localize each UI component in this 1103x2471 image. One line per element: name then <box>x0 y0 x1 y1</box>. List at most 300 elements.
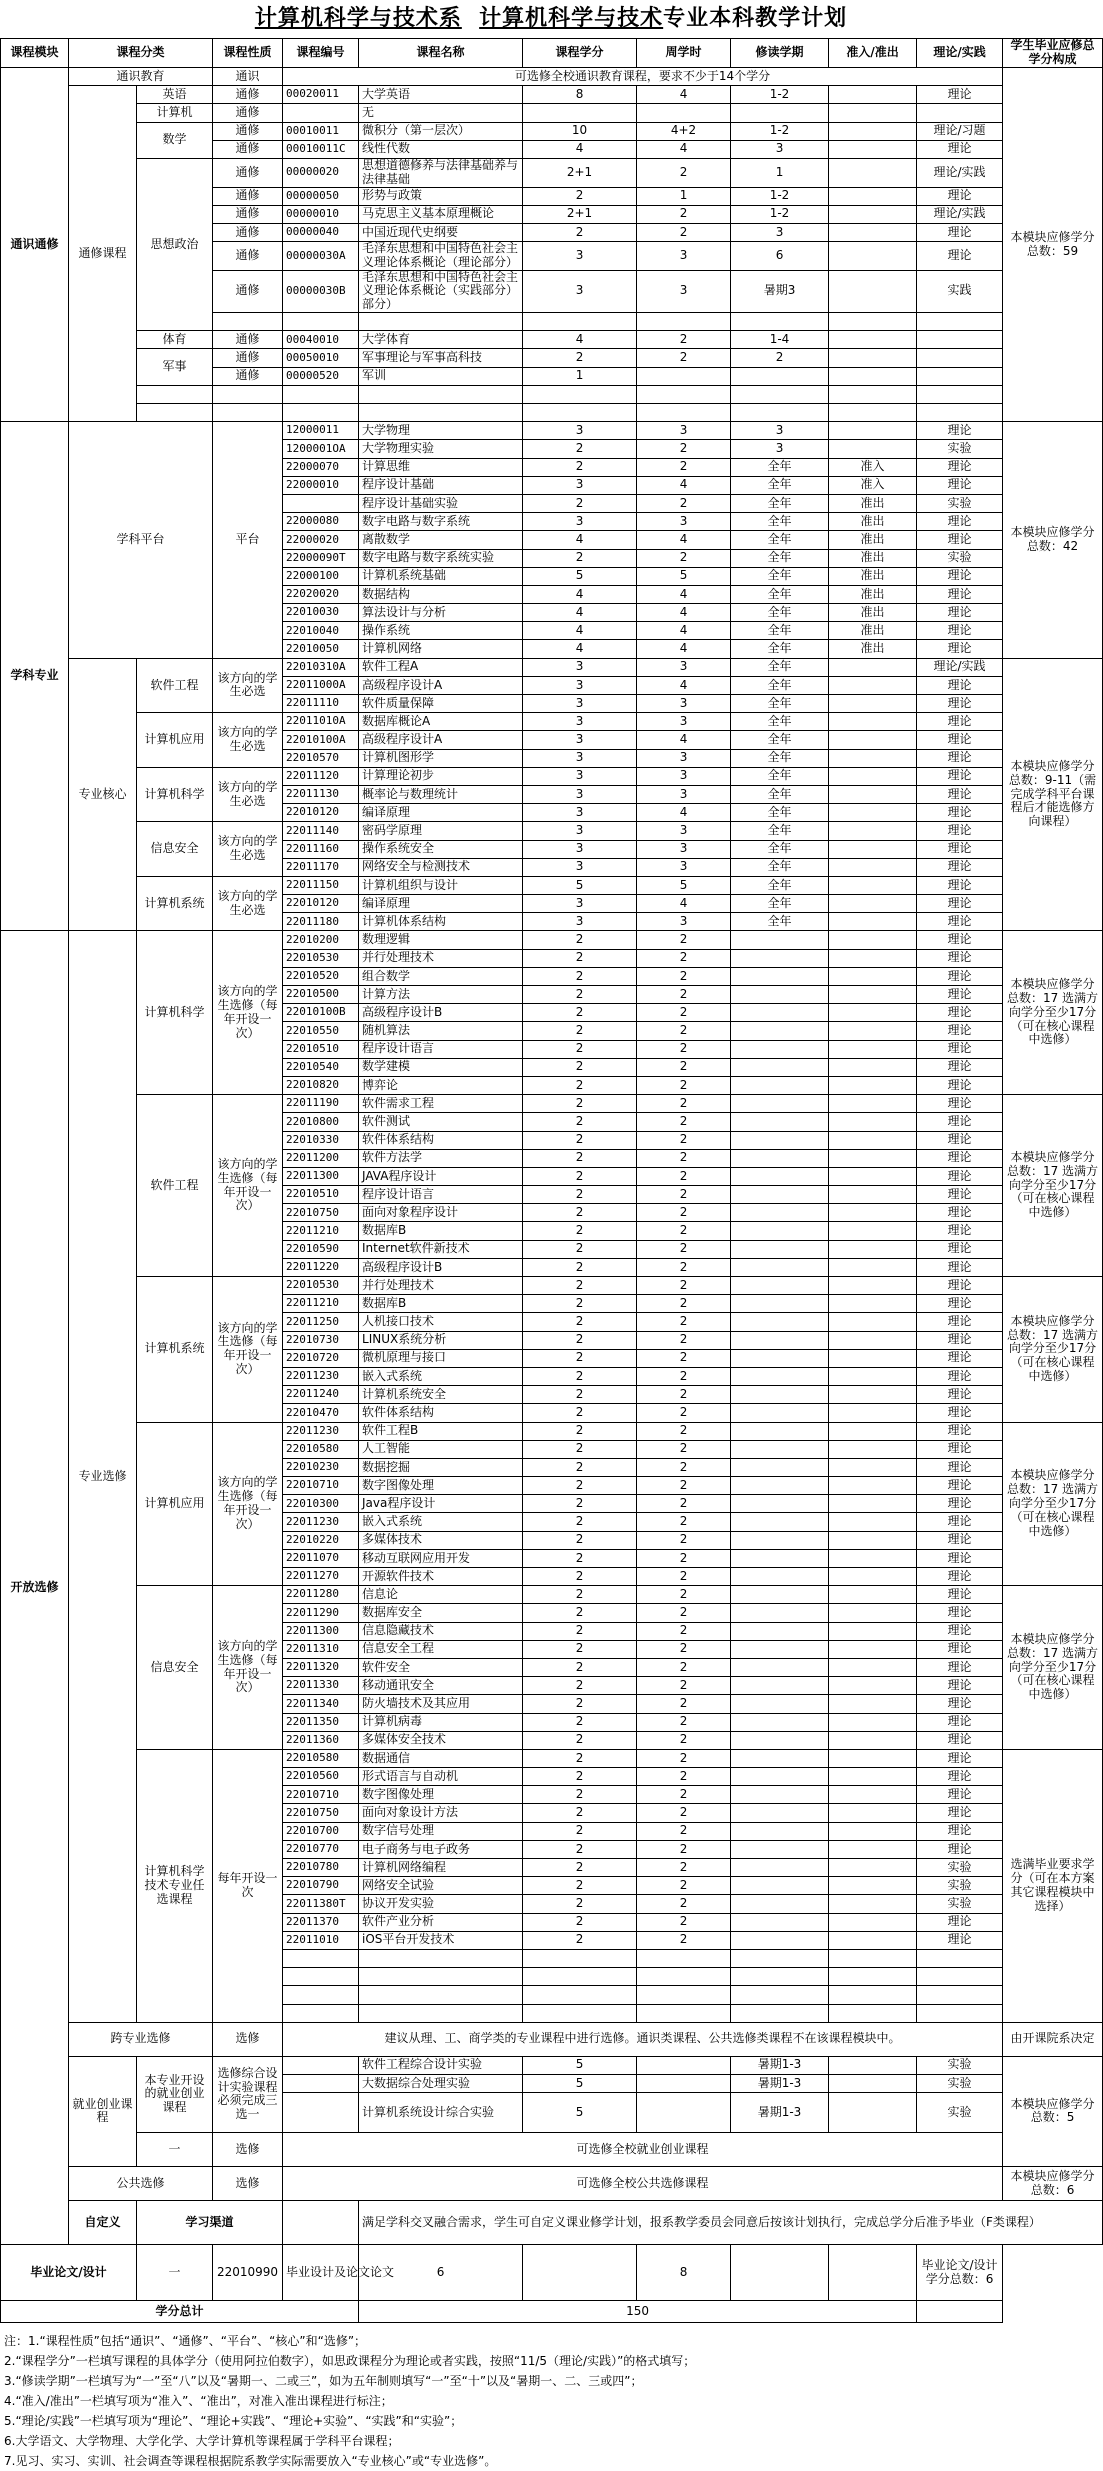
table-cell: 22011070 <box>283 1549 359 1567</box>
table-cell: 2 <box>523 1386 637 1404</box>
table-cell: 2 <box>523 949 637 967</box>
table-cell: 2 <box>637 1240 731 1258</box>
table-cell: 22010750 <box>283 1804 359 1822</box>
table-cell: 2 <box>637 1167 731 1185</box>
table-cell: 理论 <box>917 1240 1003 1258</box>
table-cell: 理论 <box>917 531 1003 549</box>
table-cell: 通识通修 <box>1 68 69 422</box>
table-cell: 本模块应修学分总数：9-11（需完成学科平台课程后才能选修方向课程） <box>1003 658 1103 931</box>
table-cell: 理论 <box>917 1222 1003 1240</box>
table-cell: 理论 <box>917 1295 1003 1313</box>
table-cell: 面向对象程序设计 <box>359 1204 523 1222</box>
table-cell: 00010011 <box>283 122 359 140</box>
table-cell: 2 <box>523 986 637 1004</box>
table-cell <box>829 1840 917 1858</box>
table-cell: 4 <box>637 140 731 158</box>
table-cell: 2 <box>637 1568 731 1586</box>
table-cell: 全年 <box>731 785 829 803</box>
table-cell: 全年 <box>731 731 829 749</box>
table-cell <box>523 313 637 331</box>
table-cell: 2 <box>523 1549 637 1567</box>
table-cell: 3 <box>523 676 637 694</box>
table-cell: LINUX系统分析 <box>359 1331 523 1349</box>
table-cell: 编译原理 <box>359 895 523 913</box>
table-cell <box>917 385 1003 403</box>
table-cell <box>731 1731 829 1749</box>
table-cell: 2 <box>637 1495 731 1513</box>
table-cell: 理论 <box>917 858 1003 876</box>
table-cell: 理论 <box>917 1749 1003 1767</box>
table-cell: 2 <box>637 1840 731 1858</box>
table-cell: 2 <box>523 1786 637 1804</box>
table-cell: 8 <box>637 2245 731 2301</box>
header-semester: 修读学期 <box>731 39 829 68</box>
table-cell: 概率论与数理统计 <box>359 785 523 803</box>
table-cell: 3 <box>523 767 637 785</box>
table-cell: 理论 <box>917 695 1003 713</box>
table-cell: 计算机系统安全 <box>359 1386 523 1404</box>
table-cell: 数据结构 <box>359 585 523 603</box>
header-category: 课程分类 <box>69 39 213 68</box>
table-cell: 全年 <box>731 476 829 494</box>
table-cell: 中国近现代史纲要 <box>359 223 523 241</box>
table-cell <box>283 404 359 422</box>
table-cell <box>829 949 917 967</box>
table-cell: 2 <box>637 1859 731 1877</box>
table-cell: 无 <box>359 104 523 122</box>
table-cell <box>829 1331 917 1349</box>
table-cell: 3 <box>523 713 637 731</box>
table-row <box>1 2167 1103 2201</box>
table-cell <box>829 967 917 985</box>
table-cell <box>731 2004 829 2022</box>
header-code: 课程编号 <box>283 39 359 68</box>
table-cell: 软件工程A <box>359 658 523 676</box>
table-cell: 2 <box>523 1859 637 1877</box>
table-cell: 2 <box>637 1768 731 1786</box>
table-cell: 22011010A <box>283 713 359 731</box>
table-cell: 思想政治 <box>137 158 213 330</box>
table-cell: 开放选修 <box>1 931 69 2245</box>
table-cell: 理论/实践 <box>917 205 1003 223</box>
table-cell: 全年 <box>731 658 829 676</box>
table-cell: 2 <box>637 967 731 985</box>
table-cell: 本模块应修学分总数：6 <box>1003 2167 1103 2201</box>
table-cell: 150 <box>359 2301 917 2323</box>
table-cell: 2 <box>637 494 731 512</box>
table-cell <box>829 1040 917 1058</box>
table-cell: 计算机图形学 <box>359 749 523 767</box>
table-cell: 22010120 <box>283 895 359 913</box>
table-cell: 5 <box>523 567 637 585</box>
table-row <box>1 713 1103 731</box>
table-cell: 2 <box>523 1186 637 1204</box>
table-cell: 理论 <box>917 1840 1003 1858</box>
table-cell: 软件方法学 <box>359 1149 523 1167</box>
table-cell <box>731 1531 829 1549</box>
table-cell: 2+1 <box>523 158 637 187</box>
table-cell: 数据通信 <box>359 1749 523 1767</box>
table-cell: 4 <box>637 622 731 640</box>
table-cell: 3 <box>637 822 731 840</box>
table-cell <box>731 1022 829 1040</box>
table-cell: 计算机网络编程 <box>359 1859 523 1877</box>
table-cell: 理论 <box>917 1095 1003 1113</box>
table-cell: 2 <box>523 1022 637 1040</box>
table-cell <box>917 1968 1003 1986</box>
table-cell: 可选修全校公共选修课程 <box>283 2167 1003 2201</box>
table-cell: 22010560 <box>283 1768 359 1786</box>
table-cell: 2 <box>637 1458 731 1476</box>
table-cell: 准出 <box>829 549 917 567</box>
note-line: 注：1.“课程性质”包括“通识”、“通修”、“平台”、“核心”和“选修”； <box>4 2334 367 2348</box>
table-cell: 2 <box>637 1586 731 1604</box>
table-cell: 全年 <box>731 767 829 785</box>
table-cell <box>137 385 213 403</box>
table-cell: 22010800 <box>283 1113 359 1131</box>
table-cell: 网络安全试验 <box>359 1877 523 1895</box>
table-cell: 通修 <box>213 331 283 349</box>
table-cell: 3 <box>731 440 829 458</box>
table-cell: 22011310 <box>283 1640 359 1658</box>
table-cell: 多媒体技术 <box>359 1531 523 1549</box>
table-cell: 选修综合设计实验课程必须完成三选一 <box>213 2056 283 2132</box>
table-cell <box>829 1386 917 1404</box>
table-cell <box>731 1768 829 1786</box>
table-cell <box>829 767 917 785</box>
table-cell <box>731 1804 829 1822</box>
table-cell: 2 <box>523 1222 637 1240</box>
table-cell: 3 <box>637 713 731 731</box>
table-cell: 计算机系统 <box>137 1277 213 1423</box>
table-cell: 00050010 <box>283 349 359 367</box>
table-cell <box>523 1949 637 1967</box>
table-cell <box>731 1313 829 1331</box>
table-cell <box>829 1622 917 1640</box>
table-cell: 军事理论与军事高科技 <box>359 349 523 367</box>
table-cell <box>829 385 917 403</box>
table-cell: 数据挖掘 <box>359 1458 523 1476</box>
table-cell: 1 <box>731 158 829 187</box>
table-cell: 通修 <box>213 270 283 312</box>
table-cell: 理论 <box>917 1167 1003 1185</box>
table-cell: 自定义 <box>69 2201 137 2245</box>
table-cell <box>637 1968 731 1986</box>
table-cell <box>829 1458 917 1476</box>
table-cell: 全年 <box>731 676 829 694</box>
table-cell: 每年开设一次 <box>213 1749 283 2022</box>
table-cell: 4 <box>637 86 731 104</box>
table-cell: 00000050 <box>283 187 359 205</box>
table-cell: 理论 <box>917 931 1003 949</box>
table-cell: 2 <box>523 1095 637 1113</box>
table-cell: 高级程序设计A <box>359 676 523 694</box>
table-cell: 2 <box>637 1058 731 1076</box>
table-cell: 该方向的学生选修（每年开设一次） <box>213 1422 283 1586</box>
table-cell: 2 <box>523 458 637 476</box>
table-cell: 暑期1-3 <box>731 2056 829 2074</box>
table-cell: 22011320 <box>283 1658 359 1676</box>
table-cell: 数学 <box>137 122 213 158</box>
table-cell: 3 <box>731 223 829 241</box>
table-cell <box>829 1658 917 1676</box>
table-cell: 通修 <box>213 367 283 385</box>
table-cell: 全年 <box>731 858 829 876</box>
table-cell: 3 <box>637 858 731 876</box>
table-cell: 2 <box>523 1477 637 1495</box>
table-cell: 4 <box>523 622 637 640</box>
table-row <box>1 158 1103 187</box>
table-cell <box>523 104 637 122</box>
table-cell: 4 <box>637 640 731 658</box>
table-cell <box>829 1004 917 1022</box>
table-cell <box>283 104 359 122</box>
table-cell: 2 <box>523 1204 637 1222</box>
table-cell <box>731 1840 829 1858</box>
table-cell: 2+1 <box>523 205 637 223</box>
table-cell: 2 <box>523 967 637 985</box>
table-cell <box>523 1986 637 2004</box>
table-cell: 实验 <box>917 2074 1003 2092</box>
table-cell: 数据库B <box>359 1295 523 1313</box>
table-cell: 2 <box>523 1804 637 1822</box>
table-cell: 2 <box>637 1713 731 1731</box>
table-cell <box>359 1968 523 1986</box>
table-cell: 3 <box>637 513 731 531</box>
table-cell: 22011110 <box>283 695 359 713</box>
table-cell: 实验 <box>917 494 1003 512</box>
table-cell <box>731 1095 829 1113</box>
table-cell: 开源软件技术 <box>359 1568 523 1586</box>
table-cell <box>829 158 917 187</box>
table-cell <box>213 385 283 403</box>
table-cell: 理论 <box>917 585 1003 603</box>
table-cell <box>637 2004 731 2022</box>
table-cell: 22011380T <box>283 1895 359 1913</box>
table-cell: 2 <box>637 1404 731 1422</box>
table-cell: 高级程序设计A <box>359 731 523 749</box>
table-cell: 理论 <box>917 1058 1003 1076</box>
table-cell: 该方向的学生必选 <box>213 713 283 768</box>
table-cell <box>283 1986 359 2004</box>
table-cell: 理论 <box>917 713 1003 731</box>
table-cell: 思想道德修养与法律基础养与法律基础 <box>359 158 523 187</box>
table-cell: 22010300 <box>283 1495 359 1513</box>
table-cell: 4 <box>523 331 637 349</box>
table-cell: 准出 <box>829 585 917 603</box>
table-cell <box>829 1568 917 1586</box>
table-cell: 由开课院系决定 <box>1003 2022 1103 2056</box>
table-cell: 22000020 <box>283 531 359 549</box>
table-cell <box>829 2245 917 2301</box>
table-cell <box>637 1949 731 1967</box>
table-cell: 00010011C <box>283 140 359 158</box>
table-cell: 通修 <box>213 158 283 187</box>
table-cell: 密码学原理 <box>359 822 523 840</box>
table-cell: 理论 <box>917 1204 1003 1222</box>
table-cell: 全年 <box>731 749 829 767</box>
table-cell: 计算机科学 <box>137 931 213 1095</box>
table-cell <box>829 440 917 458</box>
table-cell: 2 <box>523 1404 637 1422</box>
table-cell: 22011000A <box>283 676 359 694</box>
table-cell: 22010820 <box>283 1076 359 1094</box>
table-cell: 1-2 <box>731 187 829 205</box>
table-cell: 6 <box>359 2245 523 2301</box>
table-cell: 4 <box>637 731 731 749</box>
table-cell: 22011150 <box>283 876 359 894</box>
table-cell: 22011210 <box>283 1295 359 1313</box>
table-cell: 2 <box>523 1131 637 1149</box>
table-cell: 理论/实践 <box>917 658 1003 676</box>
table-cell: 毛泽东思想和中国特色社会主义理论体系概论（实践部分）部分） <box>359 270 523 312</box>
page-title <box>0 0 1102 38</box>
table-cell: 软件工程综合设计实验 <box>359 2056 523 2074</box>
table-cell: 2 <box>637 1004 731 1022</box>
table-cell: 2 <box>637 1277 731 1295</box>
table-cell: 协议开发实验 <box>359 1895 523 1913</box>
table-cell <box>731 1949 829 1967</box>
table-cell: 计算机应用 <box>137 1422 213 1586</box>
table-cell: 2 <box>637 1331 731 1349</box>
table-cell: 2 <box>637 1549 731 1567</box>
table-cell <box>283 1949 359 1967</box>
table-cell: 3 <box>637 422 731 440</box>
table-cell: 理论 <box>917 1277 1003 1295</box>
table-cell: 3 <box>523 858 637 876</box>
table-cell: 2 <box>637 1186 731 1204</box>
table-cell: 2 <box>637 1804 731 1822</box>
table-cell <box>829 2004 917 2022</box>
table-cell: 大学物理 <box>359 422 523 440</box>
table-cell: 4 <box>637 604 731 622</box>
table-row <box>1 822 1103 840</box>
table-cell <box>829 1076 917 1094</box>
table-cell: 全年 <box>731 713 829 731</box>
table-cell: 体育 <box>137 331 213 349</box>
table-cell: 4 <box>637 476 731 494</box>
table-cell: 军事 <box>137 349 213 385</box>
table-cell: 6 <box>731 242 829 271</box>
table-cell <box>829 1277 917 1295</box>
note-line: 2.“课程学分”一栏填写课程的具体学分（使用阿拉伯数字），如思政课程分为理论或者实践，按照“11/5（理论/实践）”的格式填写； <box>4 2354 696 2368</box>
table-cell <box>829 1640 917 1658</box>
table-cell <box>829 1258 917 1276</box>
table-cell: 通修 <box>213 187 283 205</box>
table-cell: 准出 <box>829 604 917 622</box>
table-cell <box>731 385 829 403</box>
table-row <box>1 1586 1103 1604</box>
table-cell <box>829 1713 917 1731</box>
table-cell: 12000011 <box>283 422 359 440</box>
plan-body <box>1 68 1103 2323</box>
table-cell <box>637 367 731 385</box>
table-cell <box>731 967 829 985</box>
table-cell <box>829 1131 917 1149</box>
table-cell: 组合数学 <box>359 967 523 985</box>
table-cell <box>917 349 1003 367</box>
table-cell <box>523 2004 637 2022</box>
table-cell: 理论/实践 <box>917 158 1003 187</box>
table-cell: 学科平台 <box>69 422 213 658</box>
header-module: 课程模块 <box>1 39 69 68</box>
table-cell: 软件体系结构 <box>359 1131 523 1149</box>
table-cell: 22000090T <box>283 549 359 567</box>
table-cell: 信息安全 <box>137 822 213 877</box>
table-cell: 理论 <box>917 1677 1003 1695</box>
table-cell: 该方向的学生选修（每年开设一次） <box>213 1277 283 1423</box>
table-cell: 博弈论 <box>359 1076 523 1094</box>
table-cell: 1-4 <box>731 331 829 349</box>
table-cell: 本模块应修学分总数：42 <box>1003 422 1103 658</box>
table-cell: 22011140 <box>283 822 359 840</box>
table-cell: 理论 <box>917 749 1003 767</box>
table-cell: 5 <box>523 2056 637 2074</box>
table-cell: 22010100A <box>283 731 359 749</box>
table-cell <box>731 1477 829 1495</box>
table-cell: 3 <box>637 840 731 858</box>
table-cell: 计算机系统设计综合实验 <box>359 2093 523 2133</box>
table-cell: 大学体育 <box>359 331 523 349</box>
table-cell: 理论 <box>917 1549 1003 1567</box>
table-cell: 22010790 <box>283 1877 359 1895</box>
table-cell <box>731 1695 829 1713</box>
table-cell <box>829 223 917 241</box>
table-cell: 理论 <box>917 1477 1003 1495</box>
table-cell: 22011280 <box>283 1586 359 1604</box>
table-cell: 算法设计与分析 <box>359 604 523 622</box>
table-cell: 4 <box>637 676 731 694</box>
table-cell: 选修 <box>213 2167 283 2201</box>
table-cell: 2 <box>523 1440 637 1458</box>
table-cell: 信息隐藏技术 <box>359 1622 523 1640</box>
table-cell: 2 <box>523 1240 637 1258</box>
table-row <box>1 1277 1103 1295</box>
table-cell: 22000080 <box>283 513 359 531</box>
table-cell <box>829 676 917 694</box>
table-cell: 22010040 <box>283 622 359 640</box>
table-cell: 全年 <box>731 640 829 658</box>
table-cell: 实验 <box>917 440 1003 458</box>
table-row <box>1 422 1103 440</box>
table-cell: 理论 <box>917 1022 1003 1040</box>
table-cell: 实验 <box>917 1877 1003 1895</box>
table-cell <box>731 1331 829 1349</box>
table-cell: 该方向的学生必选 <box>213 658 283 713</box>
table-cell <box>523 1968 637 1986</box>
table-cell: 暑期3 <box>731 270 829 312</box>
table-cell <box>829 1586 917 1604</box>
table-cell <box>829 1186 917 1204</box>
header-theory-practice: 理论/实践 <box>917 39 1003 68</box>
table-cell: 通修 <box>213 349 283 367</box>
table-cell: 该方向的学生必选 <box>213 876 283 931</box>
table-cell <box>829 913 917 931</box>
table-cell <box>731 1749 829 1767</box>
table-cell: 准入 <box>829 476 917 494</box>
table-cell <box>829 731 917 749</box>
table-cell <box>829 986 917 1004</box>
table-cell: 2 <box>637 1786 731 1804</box>
table-cell <box>829 1877 917 1895</box>
table-cell: 2 <box>523 1149 637 1167</box>
table-cell: 理论 <box>917 1113 1003 1131</box>
table-cell: 2 <box>637 1367 731 1385</box>
table-cell: 2 <box>637 549 731 567</box>
table-cell: 理论 <box>917 1149 1003 1167</box>
table-cell: 软件测试 <box>359 1113 523 1131</box>
table-cell: 22010050 <box>283 640 359 658</box>
